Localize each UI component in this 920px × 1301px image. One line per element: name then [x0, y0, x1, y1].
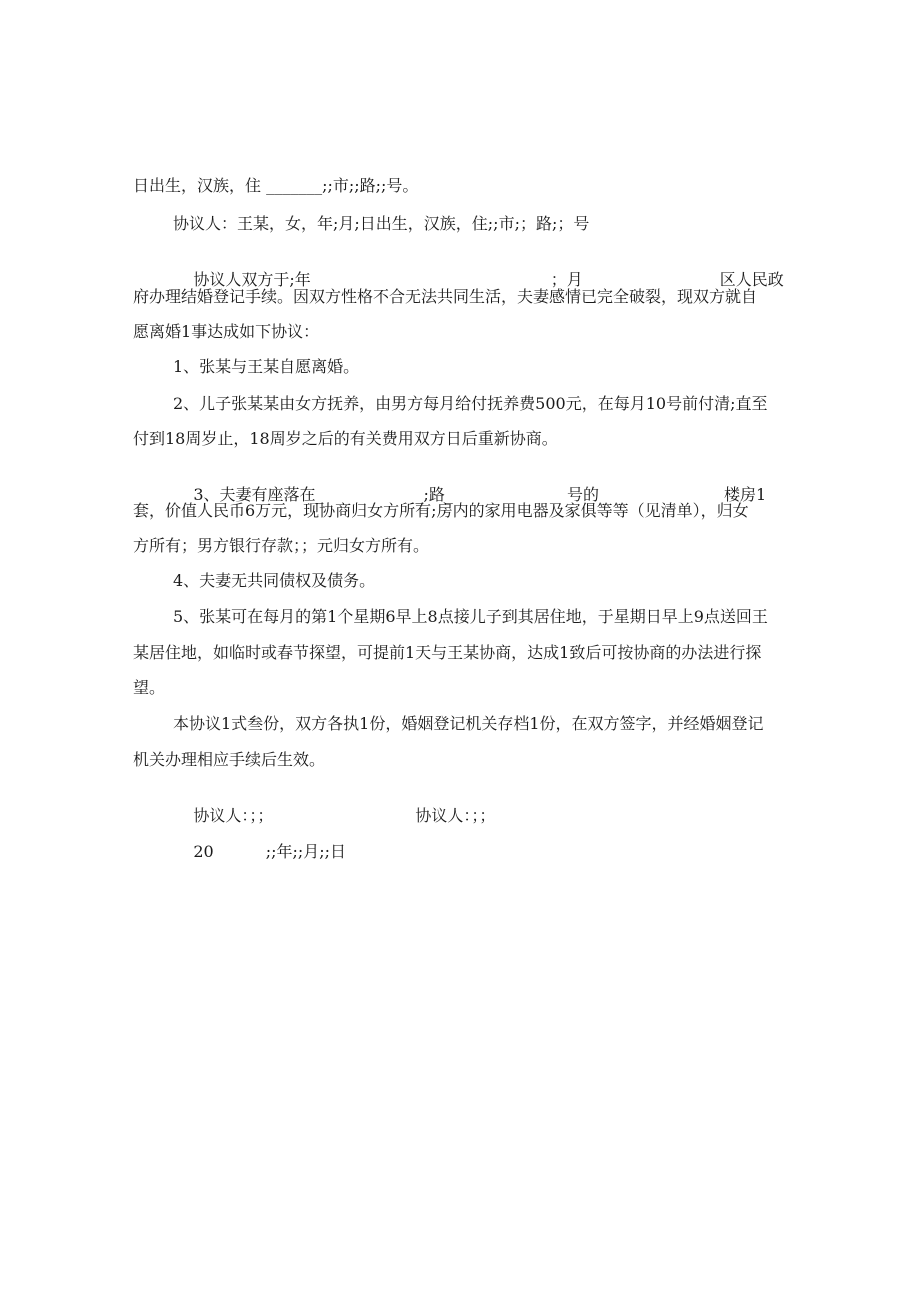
party-a-birth-line: 日出生，汉族，住 _______;;市;;路;;号。 — [133, 176, 419, 195]
reason-line: 府办理结婚登记手续。因双方性格不合无法共同生活，夫妻感情已完全破裂，现双方就自 — [133, 287, 758, 306]
clause-5-line-1: 5、张某可在每月的第1个星期6早上8点接儿子到其居住地，于星期日早上9点送回王 — [173, 607, 768, 626]
registration-text-a: 协议人双方于;年 — [193, 270, 311, 289]
agreement-intro-line: 愿离婚1事达成如下协议： — [133, 322, 320, 341]
closing-line-1: 本协议1式叁份，双方各执1份，婚姻登记机关存档1份，在双方签字，并经婚姻登记 — [173, 714, 764, 733]
clause-5-line-3: 望。 — [133, 678, 166, 697]
clause-1: 1、张某与王某自愿离婚。 — [173, 357, 360, 376]
date-year: 20 — [193, 842, 214, 861]
registration-text-b: ；月 — [550, 270, 583, 289]
date-line — [173, 822, 346, 882]
closing-line-2: 机关办理相应手续后生效。 — [133, 750, 326, 769]
clause-3-line-2: 套，价值人民币6万元，现协商归女方所有;房内的家用电器及家俱等等（见清单），归女 — [133, 501, 749, 520]
clause-3-text-c: 号的 — [566, 485, 599, 504]
clause-3-text-a: 3、夫妻有座落在_ — [193, 485, 324, 504]
clause-3-line-3: 方所有；男方银行存款；；元归女方所有。 — [133, 536, 430, 555]
registration-text-c: 区人民政 — [719, 270, 784, 289]
clause-3-text-d: 楼房1 — [723, 485, 767, 504]
signature-party-a: 协议人：；； — [193, 806, 274, 825]
signature-party-b: 协议人：；； — [415, 806, 496, 825]
clause-2-line-2: 付到18周岁止，18周岁之后的有关费用双方日后重新协商。 — [133, 429, 558, 448]
party-b-line: 协议人：王某，女，年;月;日出生，汉族，住;;市;；路;；号 — [173, 214, 590, 233]
clause-5-line-2: 某居住地，如临时或春节探望，可提前1天与王某协商，达成1致后可按协商的办法进行探 — [133, 643, 762, 662]
date-rest: ;;年;;月;;日 — [265, 842, 347, 861]
clause-2-line-1: 2、儿子张某某由女方抚养，由男方每月给付抚养费500元，在每月10号前付清;直至 — [173, 394, 768, 413]
clause-3-text-b: _;路_ — [415, 485, 453, 504]
clause-4: 4、夫妻无共同债权及债务。 — [173, 571, 376, 590]
